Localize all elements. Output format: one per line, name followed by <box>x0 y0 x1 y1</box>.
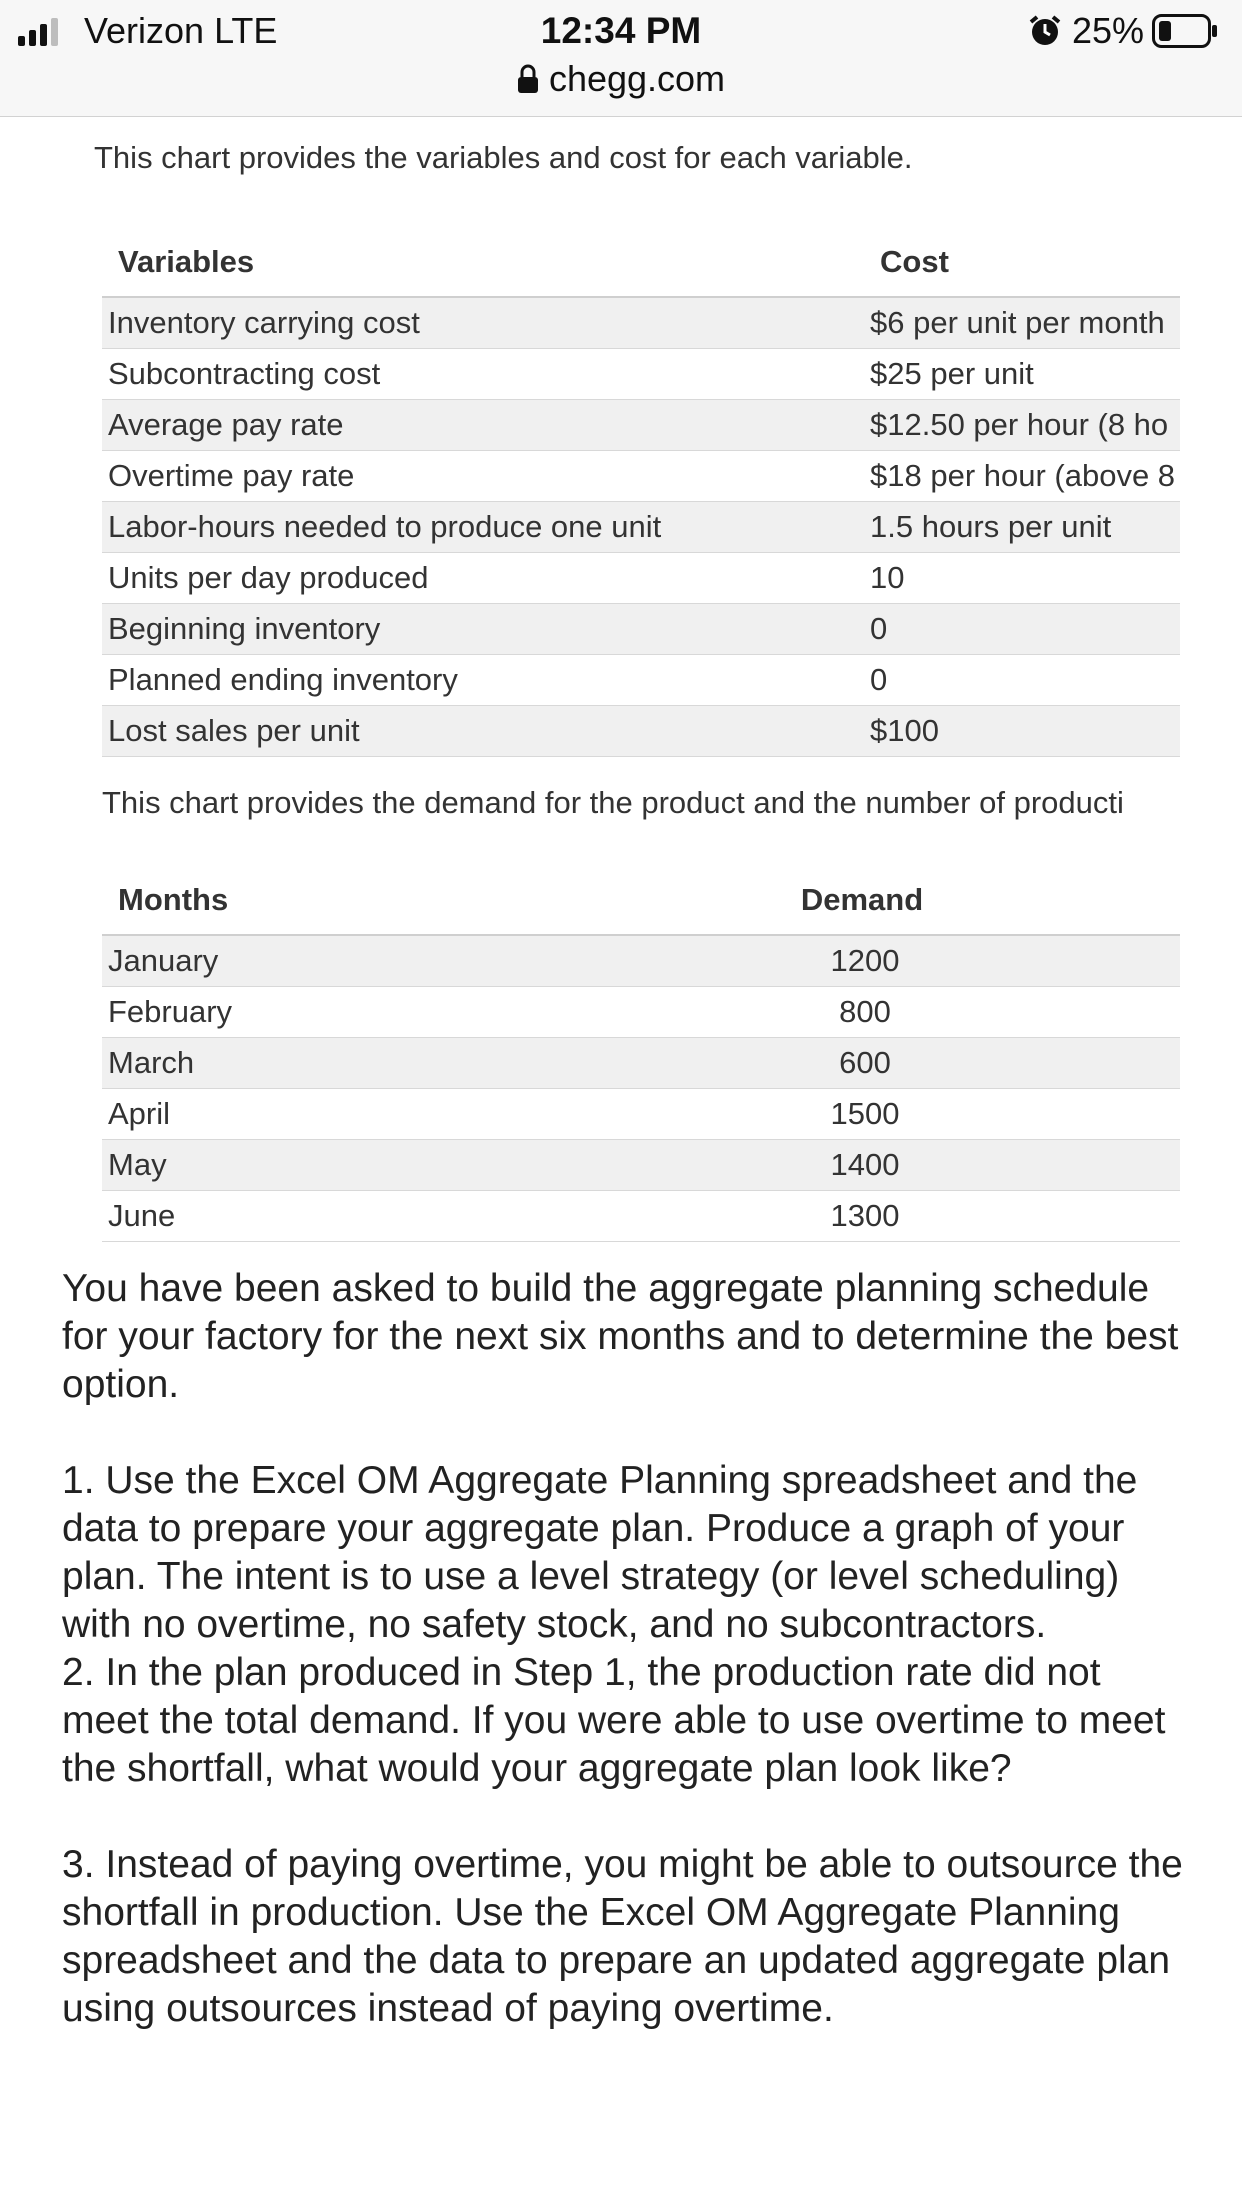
month-name: June <box>102 1191 762 1242</box>
paragraph-gap <box>62 1793 1192 1841</box>
table-header-row <box>102 866 1180 935</box>
column-header-variables: Variables <box>102 228 862 297</box>
empty-cell <box>962 935 1180 987</box>
empty-cell <box>962 1140 1180 1191</box>
variable-cost: 0 <box>862 655 1180 706</box>
domain-label: chegg.com <box>548 58 726 99</box>
month-demand: 800 <box>762 987 962 1038</box>
variable-name: Average pay rate <box>102 400 862 451</box>
table-row <box>102 987 1180 1038</box>
variable-name: Planned ending inventory <box>102 655 862 706</box>
month-demand: 1300 <box>762 1191 962 1242</box>
variable-cost: $12.50 per hour (8 ho <box>862 400 1180 451</box>
table-row <box>102 297 1180 349</box>
variable-name: Overtime pay rate <box>102 451 862 502</box>
question-prompt <box>62 1265 1192 2033</box>
clock: 12:34 PM <box>540 10 702 51</box>
empty-cell <box>962 1089 1180 1140</box>
alarm-icon <box>1028 14 1062 48</box>
variable-name: Units per day produced <box>102 553 862 604</box>
prompt-step-2: 2. In the plan produced in Step 1, the production rate did not meet the total demand. If you were able to use overtime to meet the shortfall, what would your aggregate plan look like? <box>62 1651 1166 1790</box>
table-row <box>102 1140 1180 1191</box>
variables-table <box>102 228 1180 757</box>
variable-cost: 10 <box>862 553 1180 604</box>
prompt-step-3: 3. Instead of paying overtime, you might be able to outsource the shortfall in production. Use the Excel OM Aggregate Planning spreadsheet and the data to prepare an updated aggregate plan using outsources instead of paying overtime. <box>62 1843 1183 2030</box>
variable-name: Beginning inventory <box>102 604 862 655</box>
table-row <box>102 604 1180 655</box>
month-demand: 600 <box>762 1038 962 1089</box>
battery-icon <box>1152 14 1218 48</box>
carrier-label: Verizon LTE <box>84 10 278 51</box>
variable-cost: $18 per hour (above 8 <box>862 451 1180 502</box>
variable-cost: 0 <box>862 604 1180 655</box>
table-header-row <box>102 228 1180 297</box>
table-row <box>102 1089 1180 1140</box>
variable-name: Inventory carrying cost <box>102 297 862 349</box>
table-row <box>102 655 1180 706</box>
empty-cell <box>962 987 1180 1038</box>
variable-cost: $25 per unit <box>862 349 1180 400</box>
demand-intro: This chart provides the demand for the product and the number of producti <box>102 785 1124 820</box>
prompt-step-1: 1. Use the Excel OM Aggregate Planning spreadsheet and the data to prepare your aggregate plan. Produce a graph of your plan. The intent is to use a level strategy (or level scheduling) with no overtime, no safety stock, and no subcontractors. <box>62 1459 1138 1646</box>
variable-name: Labor-hours needed to produce one unit <box>102 502 862 553</box>
variable-cost: 1.5 hours per unit <box>862 502 1180 553</box>
variable-name: Subcontracting cost <box>102 349 862 400</box>
month-name: February <box>102 987 762 1038</box>
status-bar <box>0 0 1242 117</box>
table-row <box>102 400 1180 451</box>
table-row <box>102 553 1180 604</box>
table-row <box>102 349 1180 400</box>
table-row <box>102 935 1180 987</box>
month-demand: 1400 <box>762 1140 962 1191</box>
column-header-months: Months <box>102 866 762 935</box>
variable-cost: $6 per unit per month <box>862 297 1180 349</box>
table-row <box>102 706 1180 757</box>
variable-cost: $100 <box>862 706 1180 757</box>
month-name: May <box>102 1140 762 1191</box>
column-header-demand: Demand <box>762 866 962 935</box>
variable-name: Lost sales per unit <box>102 706 862 757</box>
demand-table <box>102 866 1180 1242</box>
table-row <box>102 451 1180 502</box>
table-row <box>102 502 1180 553</box>
month-name: March <box>102 1038 762 1089</box>
month-name: January <box>102 935 762 987</box>
prompt-intro: You have been asked to build the aggregate planning schedule for your factory for the next six months and to determine the best option. <box>62 1267 1179 1406</box>
empty-cell <box>962 1191 1180 1242</box>
table-row <box>102 1191 1180 1242</box>
address-bar[interactable] <box>0 58 1242 100</box>
table-row <box>102 1038 1180 1089</box>
month-demand: 1200 <box>762 935 962 987</box>
lock-icon <box>517 64 539 94</box>
empty-cell <box>962 1038 1180 1089</box>
variables-intro: This chart provides the variables and cost for each variable. <box>94 140 913 175</box>
month-demand: 1500 <box>762 1089 962 1140</box>
column-header-blank <box>962 866 1180 935</box>
battery-percentage: 25% <box>1072 10 1145 51</box>
month-name: April <box>102 1089 762 1140</box>
paragraph-gap <box>62 1409 1192 1457</box>
column-header-cost: Cost <box>862 228 1180 297</box>
